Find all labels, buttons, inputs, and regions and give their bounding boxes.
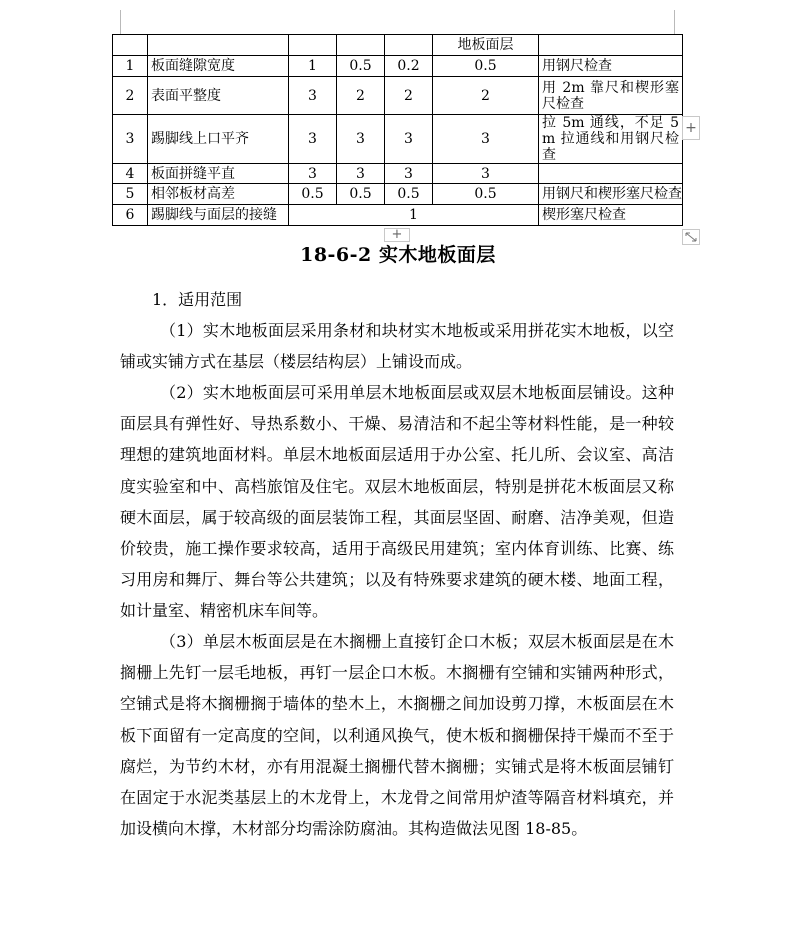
scope-title-text: 1．适用范围 [152,290,243,309]
row-method: 用钢尺和楔形塞尺检查 [539,184,683,205]
add-column-button[interactable]: + [682,116,700,140]
row-value: 2 [337,77,385,115]
row-number: 1 [113,56,148,77]
row-value: 0.5 [433,56,539,77]
row-value: 3 [337,164,385,184]
row-value: 3 [289,115,337,164]
row-value: 0.5 [337,56,385,77]
row-method: 拉 5m 通线，不足 5m 拉通线和用钢尺检查 [539,115,683,164]
row-item: 踢脚线上口平齐 [148,115,289,164]
paragraph-1: （1）实木地板面层采用条材和块材实木地板或采用拼花实木地板，以空铺或实铺方式在基层（楼层结构层）上铺设而成。 [120,321,674,372]
row-method [539,164,683,184]
row-method: 用 2m 靠尺和楔形塞尺检查 [539,77,683,115]
row-value: 1 [289,56,337,77]
header-cell-floor-layer: 地板面层 [433,35,539,56]
section-heading: 18-6-2 实木地板面层 [300,244,496,266]
table-row [113,184,683,205]
row-item: 板面缝隙宽度 [148,56,289,77]
row-value: 2 [385,77,433,115]
table-header-row [113,35,683,56]
table-row [113,205,683,226]
row-item: 表面平整度 [148,77,289,115]
paragraph-2: （2）实木地板面层可采用单层木地板面层或双层木地板面层铺设。这种面层具有弹性好、导热系数小、干燥、易清洁和不起尘等材料性能，是一种较理想的建筑地面材料。单层木地板面层适用于办公室、托儿所、会议室、高洁度实验室和中、高档旅馆及住宅。双层木地板面层，特别是拼花木板面层又称硬木面层，属于较高级的面层装饰工程，其面层坚固、耐磨、洁净美观，但造价较贵，施工操作要求较高，适用于高级民用建筑；室内体育训练、比赛、练习用房和舞厅、舞台等公共建筑；以及有特殊要求建筑的硬木楼、地面工程，如计量室、精密机床车间等。 [120,383,674,621]
table-row [113,77,683,115]
row-method: 楔形塞尺检查 [539,205,683,226]
row-value: 3 [433,164,539,184]
table-row [113,115,683,164]
row-value: 3 [385,164,433,184]
row-number: 2 [113,77,148,115]
table-row [113,56,683,77]
row-value: 0.5 [385,184,433,205]
row-value: 0.5 [433,184,539,205]
header-cell [148,35,289,56]
row-item: 相邻板材高差 [148,184,289,205]
row-number: 6 [113,205,148,226]
header-cell [113,35,148,56]
row-method: 用钢尺检查 [539,56,683,77]
crop-mark-left [120,10,121,34]
row-value: 3 [433,115,539,164]
header-cell [539,35,683,56]
row-number: 4 [113,164,148,184]
row-value: 0.2 [385,56,433,77]
header-cell [289,35,337,56]
row-merged-value: 1 [289,205,539,226]
row-number: 5 [113,184,148,205]
paragraph-3: （3）单层木板面层是在木搁栅上直接钉企口木板；双层木板面层是在木搁栅上先钉一层毛地板，再钉一层企口木板。木搁栅有空铺和实铺两种形式，空铺式是将木搁栅搁于墙体的垫木上，木搁栅之间加设剪刀撑，木板面层在木板下面留有一定高度的空间，以利通风换气，使木板和搁栅保持干燥而不至于腐烂，为节约木材，亦有用混凝土搁栅代替木搁栅；实铺式是将木板面层铺钉在固定于水泥类基层上的木龙骨上，木龙骨之间常用炉渣等隔音材料填充，并加设横向木撑，木材部分均需涂防腐油。其构造做法见图 18-85。 [120,632,674,839]
row-value: 0.5 [337,184,385,205]
scope-title [120,284,674,315]
table-row [113,164,683,184]
row-item: 踢脚线与面层的接缝 [148,205,289,226]
add-row-button[interactable]: + [384,228,410,242]
row-value: 3 [289,77,337,115]
header-cell [337,35,385,56]
row-item: 板面拼缝平直 [148,164,289,184]
row-value: 3 [289,164,337,184]
row-value: 0.5 [289,184,337,205]
header-cell [385,35,433,56]
crop-mark-right [674,10,675,34]
tolerance-table [112,34,683,226]
row-value: 3 [337,115,385,164]
row-value: 2 [433,77,539,115]
row-value: 3 [385,115,433,164]
row-number: 3 [113,115,148,164]
